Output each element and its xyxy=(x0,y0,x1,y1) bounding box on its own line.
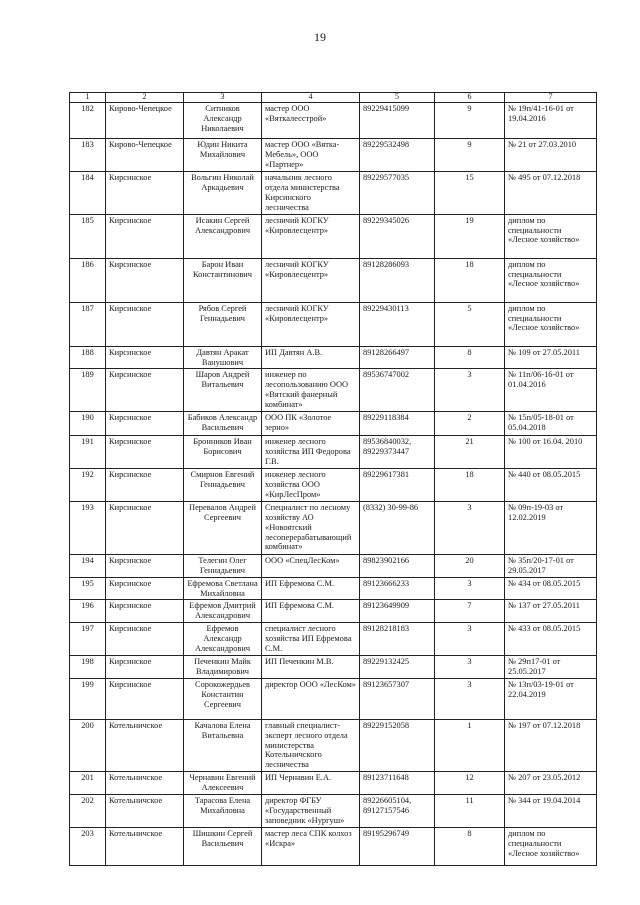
table-row xyxy=(70,302,597,346)
phone-cell: 89123657307 xyxy=(360,678,435,719)
table-row xyxy=(70,577,597,600)
document-cell: № 21 от 27.03.2010 xyxy=(505,139,597,172)
position-cell: лесничий КОГКУ «Кировлесцентр» xyxy=(262,258,360,302)
document-cell: № 197 от 07.12.2018 xyxy=(505,719,597,772)
full-name-cell: Барон Иван Константинович xyxy=(184,258,262,302)
experience-cell: 2 xyxy=(435,412,505,436)
table-row xyxy=(70,103,597,139)
table-row xyxy=(70,501,597,554)
position-cell: ИП Давтян А.В. xyxy=(262,346,360,369)
document-cell: № 137 от 27.05.2011 xyxy=(505,600,597,623)
column-header-5: 5 xyxy=(360,93,435,103)
full-name-cell: Чернавин Евгений Алексеевич xyxy=(184,772,262,795)
phone-cell: 89195296749 xyxy=(360,827,435,865)
phone-cell: 89229118384 xyxy=(360,412,435,436)
experience-cell: 20 xyxy=(435,554,505,577)
position-cell: лесничий КОГКУ «Кировлесцентр» xyxy=(262,214,360,258)
table-row xyxy=(70,795,597,828)
table-row xyxy=(70,469,597,502)
column-header-1: 1 xyxy=(70,93,106,103)
experience-cell: 3 xyxy=(435,577,505,600)
row-number: 193 xyxy=(70,501,106,554)
experience-cell: 18 xyxy=(435,469,505,502)
position-cell: ИП Чернавин Е.А. xyxy=(262,772,360,795)
position-cell: инженер лесного хозяйства ИП Федорова Г.В. xyxy=(262,436,360,469)
row-number: 184 xyxy=(70,172,106,215)
district-cell: Кирсинское xyxy=(106,623,184,656)
row-number: 190 xyxy=(70,412,106,436)
table-row xyxy=(70,655,597,678)
document-cell: № 433 от 08.05.2015 xyxy=(505,623,597,656)
district-cell: Кирово-Чепецкое xyxy=(106,103,184,139)
phone-cell: 89823902166 xyxy=(360,554,435,577)
document-cell: № 100 от 16.04. 2010 xyxy=(505,436,597,469)
position-cell: мастер ООО «Вятка-Мебель», ООО «Партнер» xyxy=(262,139,360,172)
row-number: 201 xyxy=(70,772,106,795)
experience-cell: 8 xyxy=(435,346,505,369)
position-cell: ООО «СпецЛесКом» xyxy=(262,554,360,577)
phone-cell: 89226605104, 89127157546 xyxy=(360,795,435,828)
position-cell: директор ФГБУ «Государственный заповедник «Нургуш» xyxy=(262,795,360,828)
experience-cell: 12 xyxy=(435,772,505,795)
district-cell: Кирсинское xyxy=(106,412,184,436)
column-header-7: 7 xyxy=(505,93,597,103)
row-number: 186 xyxy=(70,258,106,302)
document-cell: № 29п17-01 от 25.05.2017 xyxy=(505,655,597,678)
column-header-6: 6 xyxy=(435,93,505,103)
table-row xyxy=(70,772,597,795)
phone-cell: 89229532498 xyxy=(360,139,435,172)
row-number: 185 xyxy=(70,214,106,258)
experience-cell: 3 xyxy=(435,369,505,412)
district-cell: Кирсинское xyxy=(106,501,184,554)
full-name-cell: Вольгин Николай Аркадьевич xyxy=(184,172,262,215)
district-cell: Кирсинское xyxy=(106,655,184,678)
district-cell: Кирово-Чепецкое xyxy=(106,139,184,172)
position-cell: специалист лесного хозяйства ИП Ефремова С.М. xyxy=(262,623,360,656)
experience-cell: 3 xyxy=(435,501,505,554)
phone-cell: 89536747002 xyxy=(360,369,435,412)
table-row xyxy=(70,412,597,436)
experience-cell: 15 xyxy=(435,172,505,215)
document-cell: диплом по специальности «Лесное хозяйство» xyxy=(505,258,597,302)
row-number: 203 xyxy=(70,827,106,865)
position-cell: главный специалист-эксперт лесного отдела министерства Котельничского лесничества xyxy=(262,719,360,772)
district-cell: Кирсинское xyxy=(106,554,184,577)
phone-cell: 89229577035 xyxy=(360,172,435,215)
document-cell: № 495 от 07.12.2018 xyxy=(505,172,597,215)
table-row xyxy=(70,258,597,302)
document-cell: № 13п/03-19-01 от 22.04.2019 xyxy=(505,678,597,719)
experience-cell: 3 xyxy=(435,623,505,656)
document-cell: диплом по специальности «Лесное хозяйство» xyxy=(505,302,597,346)
district-cell: Кирсинское xyxy=(106,469,184,502)
row-number: 188 xyxy=(70,346,106,369)
full-name-cell: Телегин Олег Геннадьевич xyxy=(184,554,262,577)
table-row xyxy=(70,346,597,369)
column-header-2: 2 xyxy=(106,93,184,103)
district-cell: Кирсинское xyxy=(106,436,184,469)
phone-cell: 89229617381 xyxy=(360,469,435,502)
phone-cell: 89123711648 xyxy=(360,772,435,795)
full-name-cell: Тарасова Елена Михайловна xyxy=(184,795,262,828)
page-number: 19 xyxy=(314,30,326,44)
phone-cell: 89123666233 xyxy=(360,577,435,600)
experience-cell: 7 xyxy=(435,600,505,623)
experience-cell: 18 xyxy=(435,258,505,302)
full-name-cell: Качалова Елена Витальевна xyxy=(184,719,262,772)
table-body xyxy=(70,103,597,866)
district-cell: Кирсинское xyxy=(106,678,184,719)
document-cell: № 440 от 08.05.2015 xyxy=(505,469,597,502)
position-cell: начальник лесного отдела министерства Кирсинского лесничества xyxy=(262,172,360,215)
table-row xyxy=(70,172,597,215)
position-cell: мастер ООО «Вяткалесстрой» xyxy=(262,103,360,139)
full-name-cell: Рябов Сергей Геннадьевич xyxy=(184,302,262,346)
document-cell: № 09п-19-03 от 12.02.2019 xyxy=(505,501,597,554)
position-cell: ООО ПК «Золотое зерно» xyxy=(262,412,360,436)
district-cell: Кирсинское xyxy=(106,369,184,412)
full-name-cell: Ефремов Дмитрий Александрович xyxy=(184,600,262,623)
column-header-4: 4 xyxy=(262,93,360,103)
full-name-cell: Печенкин Майк Владимирович xyxy=(184,655,262,678)
row-number: 198 xyxy=(70,655,106,678)
position-cell: мастер леса СПК колхоз «Искра» xyxy=(262,827,360,865)
table-row xyxy=(70,678,597,719)
experience-cell: 3 xyxy=(435,655,505,678)
document-cell: № 434 от 08.05.2015 xyxy=(505,577,597,600)
document-cell: № 344 от 19.04.2014 xyxy=(505,795,597,828)
experience-cell: 5 xyxy=(435,302,505,346)
row-number: 183 xyxy=(70,139,106,172)
phone-cell: 89229415099 xyxy=(360,103,435,139)
document-cell: № 35п/20-17-01 от 29.05.2017 xyxy=(505,554,597,577)
district-cell: Кирсинское xyxy=(106,577,184,600)
phone-cell: 89536840032, 89229373447 xyxy=(360,436,435,469)
position-cell: инженер лесного хозяйства ООО «КирЛесПром» xyxy=(262,469,360,502)
row-number: 194 xyxy=(70,554,106,577)
table-row xyxy=(70,139,597,172)
position-cell: ИП Печенкин М.В. xyxy=(262,655,360,678)
full-name-cell: Ефремов Александр Александрович xyxy=(184,623,262,656)
table-row xyxy=(70,369,597,412)
phone-cell: 89229132425 xyxy=(360,655,435,678)
district-cell: Котельничское xyxy=(106,772,184,795)
document-cell: диплом по специальности «Лесное хозяйство» xyxy=(505,214,597,258)
phone-cell: 89229345026 xyxy=(360,214,435,258)
phone-cell: 89128286093 xyxy=(360,258,435,302)
full-name-cell: Ситников Александр Николаевич xyxy=(184,103,262,139)
row-number: 195 xyxy=(70,577,106,600)
document-cell: № 109 от 27.05.2011 xyxy=(505,346,597,369)
column-header-3: 3 xyxy=(184,93,262,103)
full-name-cell: Шишкин Сергей Васильевич xyxy=(184,827,262,865)
experience-cell: 21 xyxy=(435,436,505,469)
full-name-cell: Бронников Иван Борисович xyxy=(184,436,262,469)
phone-cell: (8332) 30-99-86 xyxy=(360,501,435,554)
position-cell: ИП Ефремова С.М. xyxy=(262,577,360,600)
experience-cell: 9 xyxy=(435,139,505,172)
phone-cell: 89128266497 xyxy=(360,346,435,369)
row-number: 197 xyxy=(70,623,106,656)
row-number: 199 xyxy=(70,678,106,719)
full-name-cell: Перевалов Андрей Сергеевич xyxy=(184,501,262,554)
table-row xyxy=(70,719,597,772)
experience-cell: 11 xyxy=(435,795,505,828)
district-cell: Кирсинское xyxy=(106,600,184,623)
full-name-cell: Юдин Никита Михайлович xyxy=(184,139,262,172)
header-row xyxy=(70,93,597,103)
row-number: 187 xyxy=(70,302,106,346)
full-name-cell: Бабиков Александр Васильевич xyxy=(184,412,262,436)
row-number: 200 xyxy=(70,719,106,772)
experience-cell: 8 xyxy=(435,827,505,865)
table-row xyxy=(70,214,597,258)
district-cell: Кирсинское xyxy=(106,258,184,302)
phone-cell: 89229152058 xyxy=(360,719,435,772)
experience-cell: 19 xyxy=(435,214,505,258)
registry-table xyxy=(69,92,597,866)
row-number: 182 xyxy=(70,103,106,139)
experience-cell: 9 xyxy=(435,103,505,139)
table-row xyxy=(70,600,597,623)
row-number: 189 xyxy=(70,369,106,412)
phone-cell: 89123649909 xyxy=(360,600,435,623)
position-cell: ИП Ефремова С.М. xyxy=(262,600,360,623)
full-name-cell: Смирнов Евгений Геннадьевич xyxy=(184,469,262,502)
district-cell: Котельничское xyxy=(106,719,184,772)
position-cell: лесничий КОГКУ «Кировлесцентр» xyxy=(262,302,360,346)
document-cell: диплом по специальности «Лесное хозяйство» xyxy=(505,827,597,865)
full-name-cell: Шаров Андрей Витальевич xyxy=(184,369,262,412)
full-name-cell: Исакин Сергей Александрович xyxy=(184,214,262,258)
document-cell: № 15п/05-18-01 от 05.04.2018 xyxy=(505,412,597,436)
position-cell: инженер по лесопользованию ООО «Вятский фанерный комбинат» xyxy=(262,369,360,412)
row-number: 192 xyxy=(70,469,106,502)
document-cell: № 207 от 23.05.2012 xyxy=(505,772,597,795)
district-cell: Кирсинское xyxy=(106,346,184,369)
district-cell: Кирсинское xyxy=(106,172,184,215)
district-cell: Кирсинское xyxy=(106,302,184,346)
table-row xyxy=(70,827,597,865)
position-cell: Специалист по лесному хозяйству АО «Новоятский лесоперерабатывающий комбинат» xyxy=(262,501,360,554)
position-cell: директор ООО «ЛесКом» xyxy=(262,678,360,719)
district-cell: Кирсинское xyxy=(106,214,184,258)
district-cell: Котельничское xyxy=(106,795,184,828)
experience-cell: 1 xyxy=(435,719,505,772)
row-number: 196 xyxy=(70,600,106,623)
phone-cell: 89128218183 xyxy=(360,623,435,656)
document-cell: № 19п/41-16-01 от 19.04.2016 xyxy=(505,103,597,139)
row-number: 191 xyxy=(70,436,106,469)
experience-cell: 3 xyxy=(435,678,505,719)
table-row xyxy=(70,623,597,656)
table-row xyxy=(70,436,597,469)
district-cell: Котельничское xyxy=(106,827,184,865)
table-row xyxy=(70,554,597,577)
full-name-cell: Давтян Аракат Ванушович xyxy=(184,346,262,369)
document-cell: № 11п/06-16-01 от 01.04.2016 xyxy=(505,369,597,412)
row-number: 202 xyxy=(70,795,106,828)
phone-cell: 89229430113 xyxy=(360,302,435,346)
full-name-cell: Сорокожердьев Константин Сергеевич xyxy=(184,678,262,719)
full-name-cell: Ефремова Светлана Михайловна xyxy=(184,577,262,600)
